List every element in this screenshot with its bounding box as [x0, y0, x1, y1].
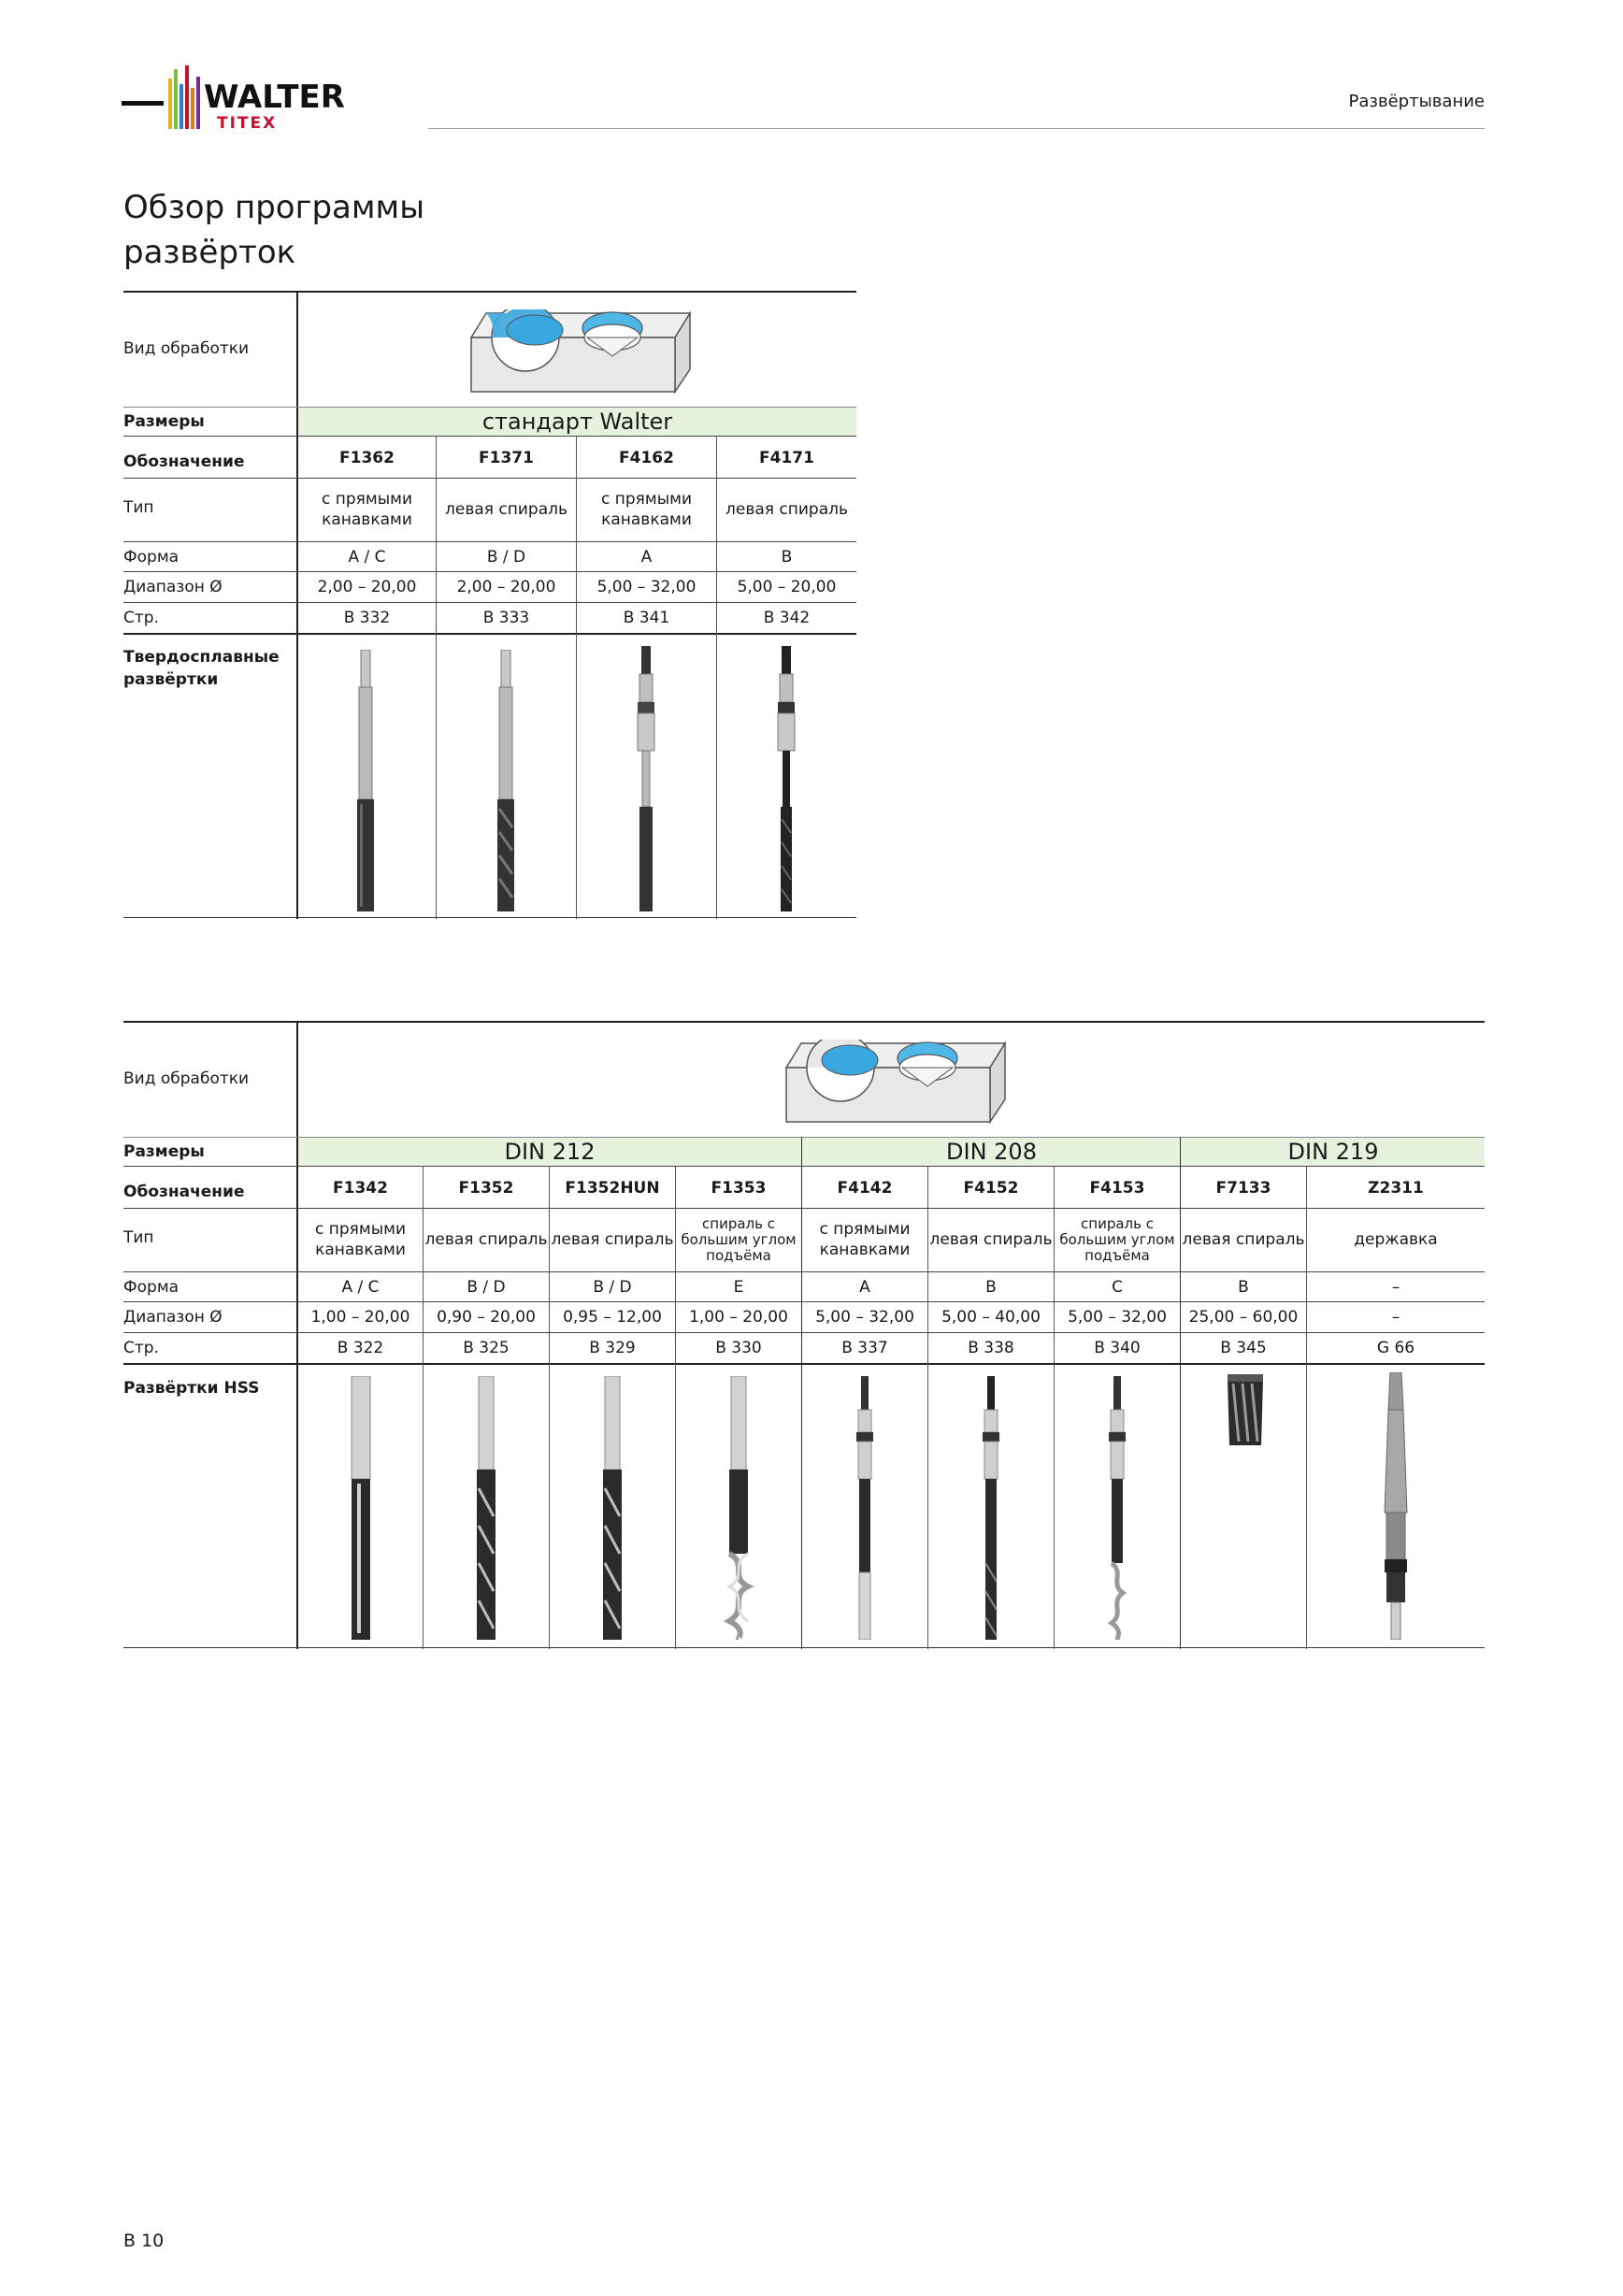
page-title: Обзор программы развёрток [123, 189, 425, 271]
form-cell: E [733, 1277, 744, 1297]
page-cell: B 332 [343, 609, 391, 627]
page-cell: B 337 [841, 1339, 888, 1357]
group-din-219: DIN 219 [1287, 1139, 1379, 1165]
sizes-label: Размеры [123, 412, 205, 431]
form-cell: C [1112, 1277, 1123, 1297]
hss-reamers-table [123, 1021, 1485, 1649]
section-title: Развёртывание [1348, 92, 1485, 111]
type-cell: с прямыми канавками [321, 490, 412, 529]
range-cell: 25,00 – 60,00 [1188, 1308, 1299, 1327]
group-din-212: DIN 212 [504, 1139, 596, 1165]
type-cell: державка [1354, 1230, 1438, 1249]
page-cell: B 329 [589, 1339, 636, 1357]
hss-reamers-label: Развёртки HSS [123, 1379, 260, 1398]
range-cell: 5,00 – 40,00 [941, 1308, 1041, 1327]
shell-reamer-image [1224, 1372, 1267, 1455]
form-cell: B [1238, 1277, 1249, 1297]
code-cell: F4153 [1089, 1179, 1145, 1198]
reamer-straight-flute-image [350, 650, 387, 915]
page-cell: B 341 [623, 609, 670, 627]
type-cell: с прямыми канавками [819, 1220, 911, 1259]
code-cell: F4171 [759, 449, 814, 467]
sizes-label: Размеры [123, 1142, 205, 1161]
range-cell: 5,00 – 20,00 [737, 578, 837, 596]
page-label: Стр. [123, 1339, 159, 1357]
type-cell: левая спираль [551, 1230, 674, 1249]
range-cell: – [1391, 1308, 1400, 1327]
machining-illustration [460, 309, 694, 395]
code-cell: F1352 [458, 1179, 514, 1198]
type-cell: спираль с большим углом подъёма [681, 1214, 797, 1264]
hss-reamer-straight-image [344, 1376, 378, 1643]
form-cell: – [1391, 1277, 1400, 1297]
code-cell: F1342 [333, 1179, 388, 1198]
code-cell: F4162 [619, 449, 674, 467]
hss-machine-reamer-straight-image [848, 1376, 882, 1643]
code-cell: F1371 [479, 449, 534, 467]
code-cell: Z2311 [1368, 1179, 1424, 1198]
hss-reamer-left-spiral-image [596, 1376, 629, 1643]
range-cell: 5,00 – 32,00 [815, 1308, 914, 1327]
carbide-reamers-table [123, 291, 856, 919]
type-cell: с прямыми канавками [314, 1220, 406, 1259]
code-cell: F4152 [963, 1179, 1019, 1198]
form-label: Форма [123, 1278, 180, 1297]
svg-text:WALTER: WALTER [204, 79, 345, 116]
form-cell: B / D [486, 547, 526, 567]
form-cell: B [781, 547, 793, 567]
form-cell: B [985, 1277, 997, 1297]
code-cell: F1362 [339, 449, 395, 467]
reamer-left-spiral-image [490, 650, 527, 915]
range-label: Диапазон Ø [123, 1308, 223, 1327]
hss-reamer-left-spiral-image [469, 1376, 503, 1643]
reamer-holder-image [1375, 1372, 1416, 1643]
header-divider [428, 128, 1485, 129]
code-cell: F1353 [711, 1179, 767, 1198]
type-cell: левая спираль [445, 500, 567, 519]
page-cell: B 322 [337, 1339, 384, 1357]
form-cell: A [640, 547, 653, 567]
machining-label: Вид обработки [123, 1069, 250, 1088]
page-cell: B 338 [968, 1339, 1014, 1357]
reamer-left-spiral-image [770, 646, 808, 917]
form-cell: B / D [593, 1277, 632, 1297]
code-cell: F7133 [1215, 1179, 1271, 1198]
code-cell: F4142 [837, 1179, 893, 1198]
range-label: Диапазон Ø [123, 578, 223, 596]
type-label: Тип [123, 1228, 154, 1247]
range-cell: 1,00 – 20,00 [310, 1308, 410, 1327]
range-cell: 5,00 – 32,00 [596, 578, 697, 596]
hss-machine-reamer-high-helix-image [1100, 1376, 1134, 1643]
designation-label: Обозначение [123, 1183, 245, 1201]
hss-machine-reamer-left-spiral-image [974, 1376, 1008, 1643]
page-cell: B 342 [763, 609, 811, 627]
form-cell: A [859, 1277, 870, 1297]
range-cell: 1,00 – 20,00 [689, 1308, 788, 1327]
type-label: Тип [123, 498, 154, 517]
range-cell: 2,00 – 20,00 [456, 578, 556, 596]
type-cell: спираль с большим углом подъёма [1059, 1214, 1175, 1264]
page-number: B 10 [123, 2231, 165, 2251]
group-din-208: DIN 208 [946, 1139, 1037, 1165]
range-cell: 0,95 – 12,00 [563, 1308, 662, 1327]
svg-text:TITEX: TITEX [217, 114, 278, 133]
form-cell: A / C [348, 547, 386, 567]
carbide-reamers-label: Твердосплавные развёртки [123, 648, 280, 689]
type-cell: левая спираль [1182, 1230, 1305, 1249]
group-walter-standard: стандарт Walter [481, 409, 673, 435]
type-cell: левая спираль [725, 500, 848, 519]
page-label: Стр. [123, 609, 159, 627]
hss-reamer-high-helix-image [722, 1376, 755, 1643]
page-cell: B 345 [1220, 1339, 1267, 1357]
range-cell: 2,00 – 20,00 [317, 578, 417, 596]
type-cell: левая спираль [929, 1230, 1053, 1249]
form-cell: A / C [341, 1277, 380, 1297]
range-cell: 0,90 – 20,00 [437, 1308, 536, 1327]
machining-label: Вид обработки [123, 339, 250, 358]
designation-label: Обозначение [123, 452, 245, 471]
page-cell: B 330 [715, 1339, 762, 1357]
code-cell: F1352HUN [565, 1179, 660, 1198]
page-cell: G 66 [1376, 1339, 1415, 1357]
type-cell: с прямыми канавками [600, 490, 692, 529]
type-cell: левая спираль [424, 1230, 548, 1249]
page-cell: B 340 [1094, 1339, 1141, 1357]
form-label: Форма [123, 548, 180, 567]
range-cell: 5,00 – 32,00 [1068, 1308, 1167, 1327]
walter-titex-logo [122, 56, 411, 140]
page-cell: B 333 [482, 609, 530, 627]
form-cell: B / D [467, 1277, 506, 1297]
machining-illustration [775, 1040, 1009, 1126]
page-cell: B 325 [463, 1339, 510, 1357]
reamer-straight-flute-image [630, 646, 668, 917]
